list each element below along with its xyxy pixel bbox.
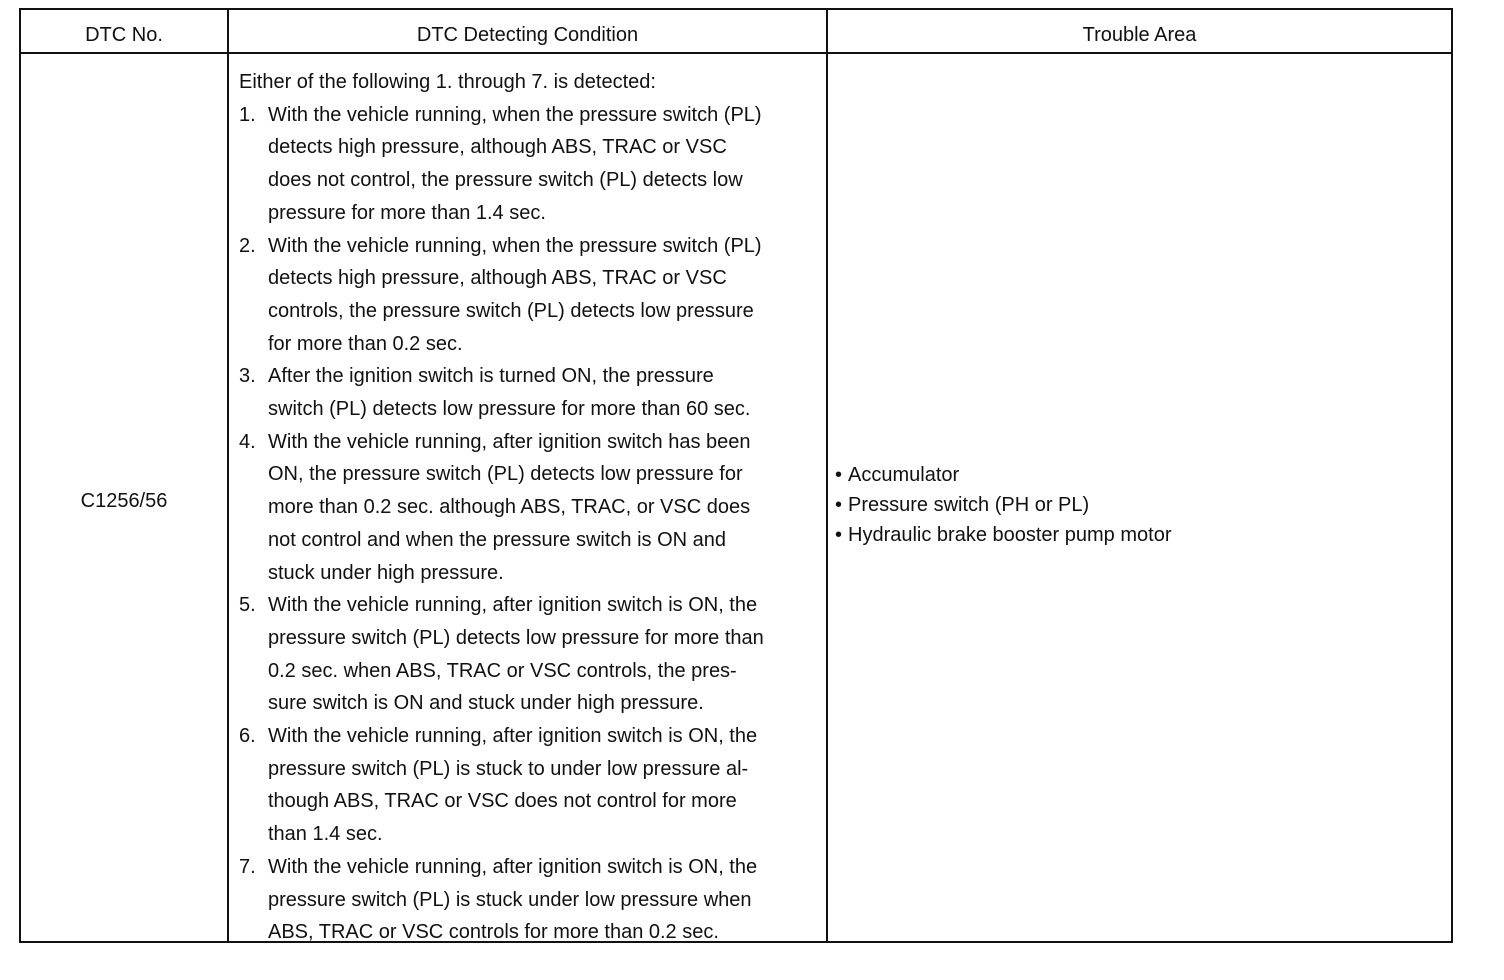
dtc-code-cell: C1256/56: [80, 490, 168, 512]
condition-number: 5.: [239, 594, 256, 617]
condition-line: though ABS, TRAC or VSC does not control for more: [268, 790, 737, 813]
condition-number: 2.: [239, 234, 256, 257]
condition-line: than 1.4 sec.: [268, 823, 383, 846]
condition-line: ON, the pressure switch (PL) detects low pressure for: [268, 463, 743, 486]
condition-line: for more than 0.2 sec.: [268, 332, 463, 355]
condition-item: [239, 99, 819, 230]
condition-list: [239, 99, 819, 949]
condition-line: stuck under high pressure.: [268, 561, 504, 584]
condition-line: does not control, the pressure switch (PL) detects low: [268, 169, 743, 192]
condition-line: detects high pressure, although ABS, TRAC or VSC: [268, 267, 727, 290]
condition-item: [239, 426, 819, 590]
bullet-icon: •: [835, 494, 843, 516]
condition-line: switch (PL) detects low pressure for more than 60 sec.: [268, 398, 751, 421]
trouble-area-label: Accumulator: [848, 464, 960, 486]
condition-number: 3.: [239, 365, 256, 388]
condition-number: 6.: [239, 725, 256, 748]
condition-item: [239, 720, 819, 851]
condition-line: sure switch is ON and stuck under high pressure.: [268, 692, 704, 715]
trouble-area-item: [835, 460, 1435, 490]
condition-line: 0.2 sec. when ABS, TRAC or VSC controls, the pres-: [268, 659, 737, 682]
condition-line: After the ignition switch is turned ON, the pressure: [268, 365, 714, 388]
condition-line: pressure switch (PL) detects low pressure for more than: [268, 626, 764, 649]
table-header-row: [21, 10, 1451, 54]
condition-line: more than 0.2 sec. although ABS, TRAC, or VSC does: [268, 496, 751, 519]
condition-intro: Either of the following 1. through 7. is detected:: [239, 71, 656, 93]
trouble-area-list: [835, 460, 1435, 550]
condition-item: [239, 230, 819, 361]
condition-item: [239, 589, 819, 720]
condition-line: With the vehicle running, when the pressure switch (PL): [268, 234, 762, 257]
condition-line: pressure switch (PL) is stuck to under low pressure al-: [268, 757, 749, 780]
dtc-table: [19, 8, 1453, 943]
trouble-area-item: [835, 490, 1435, 520]
condition-line: With the vehicle running, after ignition switch is ON, the: [268, 855, 758, 878]
condition-line: detects high pressure, although ABS, TRAC or VSC: [268, 136, 727, 159]
bullet-icon: •: [835, 524, 843, 546]
condition-line: pressure switch (PL) is stuck under low pressure when: [268, 888, 752, 911]
condition-line: With the vehicle running, after ignition switch has been: [268, 430, 751, 453]
condition-line: With the vehicle running, when the pressure switch (PL): [268, 103, 762, 126]
trouble-area-label: Hydraulic brake booster pump motor: [848, 524, 1172, 546]
trouble-area-item: [835, 520, 1435, 550]
header-detecting-condition: DTC Detecting Condition: [416, 24, 639, 46]
condition-number: 1.: [239, 103, 256, 126]
condition-number: 7.: [239, 855, 256, 878]
condition-item: [239, 360, 819, 425]
bullet-icon: •: [835, 464, 843, 486]
condition-line: pressure for more than 1.4 sec.: [268, 201, 546, 224]
condition-line: controls, the pressure switch (PL) detects low pressure: [268, 299, 754, 322]
condition-line: ABS, TRAC or VSC controls for more than 0.2 sec.: [268, 921, 719, 944]
condition-line: With the vehicle running, after ignition switch is ON, the: [268, 594, 758, 617]
detecting-condition-cell: [239, 66, 819, 949]
column-divider: [227, 10, 229, 941]
trouble-area-label: Pressure switch (PH or PL): [848, 494, 1090, 516]
trouble-area-cell: [835, 460, 1435, 550]
condition-line: not control and when the pressure switch is ON and: [268, 528, 727, 551]
condition-number: 4.: [239, 430, 256, 453]
condition-line: With the vehicle running, after ignition switch is ON, the: [268, 725, 758, 748]
header-trouble-area: Trouble Area: [1082, 24, 1197, 46]
condition-item: [239, 851, 819, 949]
column-divider: [826, 10, 828, 941]
header-dtc-no: DTC No.: [85, 24, 163, 46]
